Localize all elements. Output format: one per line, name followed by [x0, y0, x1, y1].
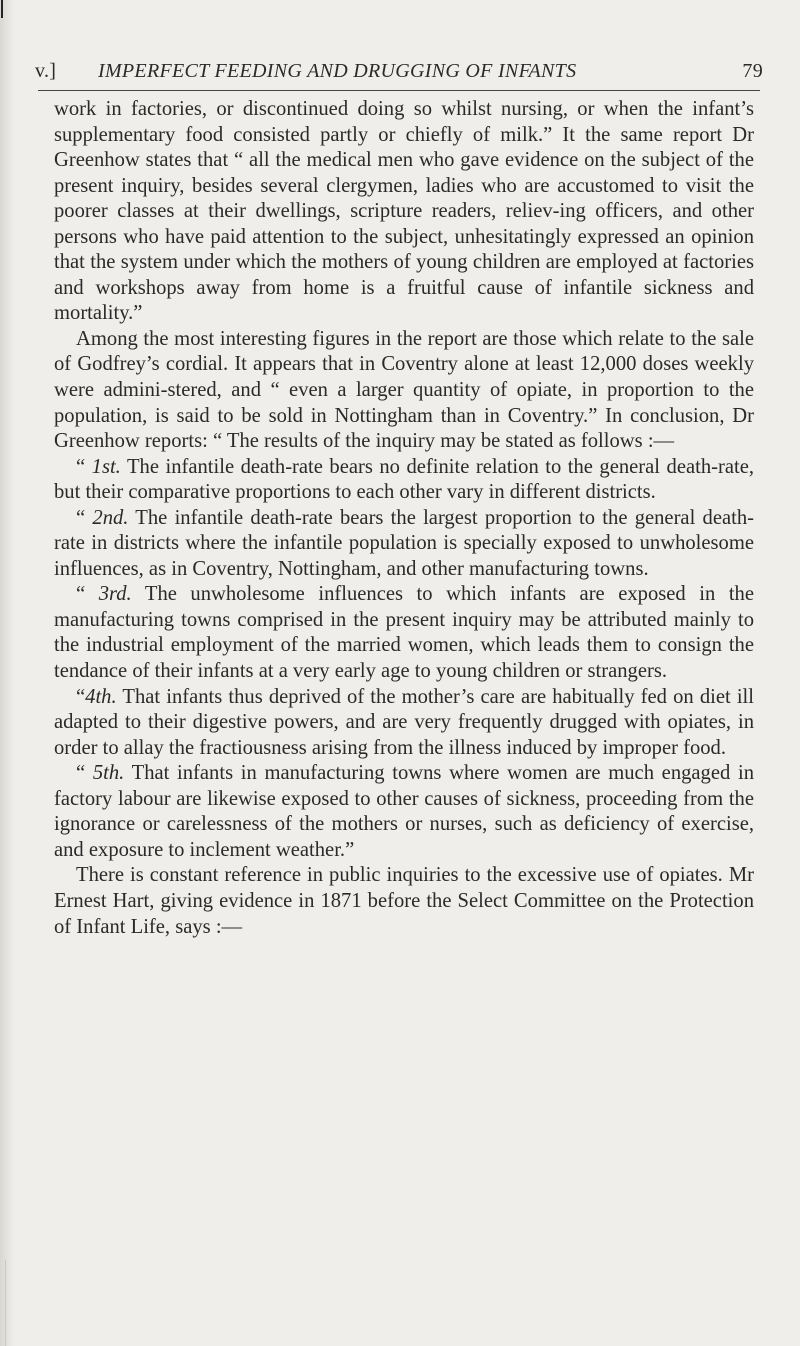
finding-number: 2nd.: [92, 506, 129, 529]
chapter-number: v.]: [35, 60, 57, 82]
finding-number: 4th.: [85, 685, 117, 708]
gutter-fold-line: [5, 1260, 6, 1346]
paragraph: Among the most interesting figures in the report are those which relate to the sale of Godfrey’s cordial. It appears that in Coventry alone at least 12,000 doses weekly were admini-stered, and “ even a larger quantity of opiate, in proportion to the population, is said to be sold in Nottingham than in Coventry.” In conclusion, Dr Greenhow reports: “ The results of the inquiry may be stated as follows :—: [54, 327, 754, 453]
running-title: IMPERFECT FEEDING AND DRUGGING OF INFANTS: [98, 60, 577, 82]
numbered-finding: “ 2nd. The infantile death-rate bears the largest proportion to the general death-rate in districts where the infantile population is specially exposed to unwholesome influences, as in Coventry, Nottingham, and other manufacturing towns.: [54, 506, 754, 580]
numbered-finding: “ 3rd. The unwholesome influences to which infants are exposed in the manufacturing towns comprised in the present inquiry may be attributed mainly to the industrial employment of the married women, which leads them to consign the tendance of their infants at a very early age to young children or strangers.: [54, 583, 754, 683]
finding-number: 5th.: [92, 762, 125, 785]
paragraph: There is constant reference in public inquiries to the excessive use of opiates. Mr Ernest Hart, giving evidence in 1871 before the Select Committee on the Protection of Infant Life, says :—: [54, 864, 754, 938]
gutter-edge-mark: [1, 0, 3, 18]
finding-number: 3rd.: [98, 583, 132, 606]
numbered-finding: “ 1st. The infantile death-rate bears no definite relation to the general death-rate, but their comparative proportions to each other vary in different districts.: [54, 455, 754, 504]
numbered-finding: “4th. That infants thus deprived of the mother’s care are habitually fed on diet ill adapted to their digestive powers, and are very frequently drugged with opiates, in order to allay the fractiousness arising from the illness induced by improper food.: [54, 685, 754, 759]
body-text: [54, 97, 754, 940]
numbered-finding: “ 5th. That infants in manufacturing towns where women are much engaged in factory labour are likewise exposed to other causes of sickness, proceeding from the ignorance or carelessness of the mothers or nurses, such as deficiency of exercise, and exposure to inclement weather.”: [54, 762, 754, 861]
page-number: 79: [742, 60, 763, 82]
header-rule: [38, 90, 760, 91]
book-gutter: [0, 0, 14, 1346]
finding-number: 1st.: [91, 455, 121, 478]
paragraph: work in factories, or discontinued doing so whilst nursing, or when the infant’s supplementary food consisted partly or chiefly of milk.” It the same report Dr Greenhow states that “ all the medical men who gave evidence on the subject of the present inquiry, besides several clergymen, ladies who are accustomed to visit the poorer classes at their dwellings, scripture readers, reliev-ing officers, and other persons who have paid attention to the subject, unhesitatingly expressed an opinion that the system under which the mothers of young children are employed at factories and workshops away from home is a fruitful cause of infantile sickness and mortality.”: [54, 98, 754, 325]
running-header: [35, 60, 763, 88]
